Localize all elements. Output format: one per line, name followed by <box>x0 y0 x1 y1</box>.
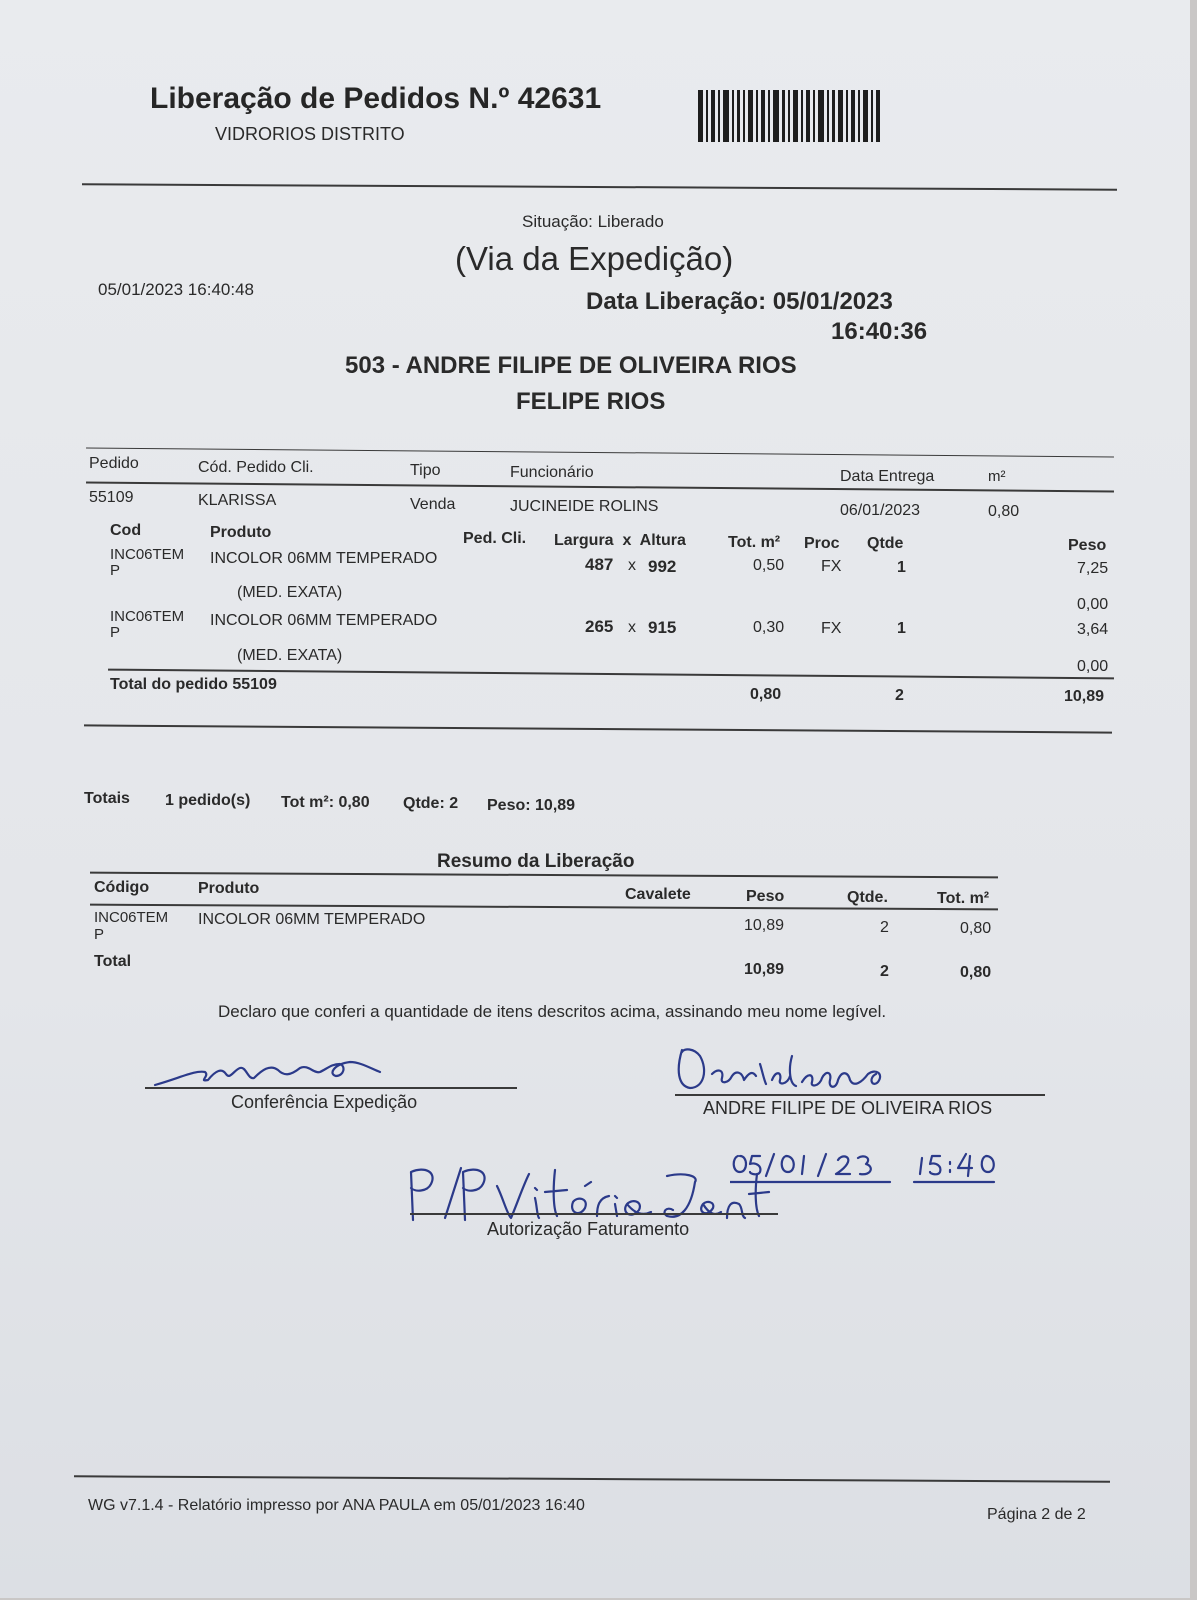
item-peso: 7,25 <box>1077 560 1109 577</box>
signature-autorizacao <box>405 1158 775 1228</box>
col-pedido: Pedido <box>89 455 139 472</box>
resumo-total-totm2: 0,80 <box>960 964 992 981</box>
items-col-qtde: Qtde <box>867 535 904 552</box>
items-col-pedcli: Ped. Cli. <box>463 530 527 547</box>
col-tipo: Tipo <box>410 462 441 479</box>
item-cod-cont: P <box>110 624 121 641</box>
company-name: VIDRORIOS DISTRITO <box>215 124 405 144</box>
resumo-row-codigo-cont: P <box>94 926 105 943</box>
cliente-label: ANDRE FILIPE DE OLIVEIRA RIOS <box>703 1098 993 1118</box>
order-table-top-rule <box>86 448 1114 458</box>
resumo-col-codigo: Código <box>94 879 150 896</box>
resumo-col-peso: Peso <box>746 888 785 905</box>
item-altura: 915 <box>648 618 677 637</box>
item-cod: INC06TEM <box>110 608 185 625</box>
resumo-row-qtde: 2 <box>880 919 889 936</box>
order-total-peso: 10,89 <box>1064 688 1105 705</box>
order-table-header-rule <box>86 482 1114 493</box>
resumo-total-peso: 10,89 <box>744 961 785 978</box>
items-col-proc: Proc <box>804 535 840 552</box>
col-data-entrega: Data Entrega <box>840 468 935 485</box>
resumo-row-codigo: INC06TEM <box>94 909 169 926</box>
items-col-produto: Produto <box>210 524 272 541</box>
item-cod-cont: P <box>110 562 121 579</box>
order-total-label: Total do pedido 55109 <box>110 676 277 693</box>
footer-page-number: Página 2 de 2 <box>987 1506 1086 1523</box>
item-qtde: 1 <box>897 620 906 637</box>
order-section-divider <box>84 724 1112 733</box>
resumo-col-cavalete: Cavalete <box>625 886 691 903</box>
signature-cliente <box>672 1040 912 1100</box>
items-col-dims: Largura x Altura <box>554 532 686 549</box>
item-obs: (MED. EXATA) <box>237 584 343 601</box>
order-total-qtde: 2 <box>895 687 904 704</box>
item-peso-extra: 0,00 <box>1077 596 1109 613</box>
item-produto: INCOLOR 06MM TEMPERADO <box>210 612 438 629</box>
item-x: x <box>628 557 636 574</box>
items-col-peso: Peso <box>1068 537 1107 554</box>
resumo-col-qtde: Qtde. <box>847 889 888 906</box>
cliente-line <box>675 1094 1045 1096</box>
data-liberacao: Data Liberação: 05/01/2023 <box>586 288 893 315</box>
barcode <box>698 90 882 142</box>
item-totm2: 0,30 <box>753 619 785 636</box>
data-liberacao-time: 16:40:36 <box>831 318 928 345</box>
item-x: x <box>628 619 636 636</box>
order-pedido: 55109 <box>89 489 134 506</box>
via-label: (Via da Expedição) <box>455 240 734 277</box>
col-funcionario: Funcionário <box>510 464 594 481</box>
resumo-row-produto: INCOLOR 06MM TEMPERADO <box>198 911 426 928</box>
totals-label: Totais <box>84 790 130 807</box>
order-data-entrega: 06/01/2023 <box>840 502 921 519</box>
item-altura: 992 <box>648 557 677 576</box>
item-largura: 487 <box>585 555 614 574</box>
order-tipo: Venda <box>410 496 456 513</box>
order-total-totm2: 0,80 <box>750 686 782 703</box>
conferencia-label: Conferência Expedição <box>231 1092 418 1112</box>
item-peso-extra: 0,00 <box>1077 658 1109 675</box>
totals-peso: Peso: 10,89 <box>487 797 576 814</box>
autorizacao-label: Autorização Faturamento <box>487 1219 690 1239</box>
items-col-cod: Cod <box>110 522 142 539</box>
conferencia-line <box>145 1087 517 1089</box>
item-largura: 265 <box>585 617 614 636</box>
totals-pedidos: 1 pedido(s) <box>165 792 251 809</box>
resumo-total-qtde: 2 <box>880 963 889 980</box>
header-divider <box>82 183 1117 190</box>
item-peso: 3,64 <box>1077 621 1109 638</box>
col-cod-pedido-cli: Cód. Pedido Cli. <box>198 459 314 476</box>
item-produto: INCOLOR 06MM TEMPERADO <box>210 550 438 567</box>
client-alias: FELIPE RIOS <box>516 388 666 415</box>
resumo-title: Resumo da Liberação <box>437 851 635 872</box>
item-proc: FX <box>821 558 842 575</box>
resumo-col-totm2: Tot. m² <box>937 890 990 907</box>
declaration-text: Declaro que conferi a quantidade de itens descritos acima, assinando meu nome legível. <box>218 1002 887 1021</box>
resumo-col-produto: Produto <box>198 880 260 897</box>
situacao-label: Situação: Liberado <box>522 212 664 231</box>
resumo-row-totm2: 0,80 <box>960 920 992 937</box>
print-timestamp: 05/01/2023 16:40:48 <box>98 280 254 299</box>
resumo-row-peso: 10,89 <box>744 917 785 934</box>
order-m2: 0,80 <box>988 503 1020 520</box>
item-obs: (MED. EXATA) <box>237 647 343 664</box>
totals-qtde: Qtde: 2 <box>403 795 459 812</box>
item-proc: FX <box>821 620 842 637</box>
order-cod-cli: KLARISSA <box>198 492 277 509</box>
client-name: 503 - ANDRE FILIPE DE OLIVEIRA RIOS <box>345 352 797 379</box>
col-m2: m² <box>988 468 1006 485</box>
item-cod: INC06TEM <box>110 546 185 563</box>
autorizacao-line <box>410 1213 778 1215</box>
footer-printed-by: WG v7.1.4 - Relatório impresso por ANA PAULA em 05/01/2023 16:40 <box>88 1497 585 1514</box>
order-funcionario: JUCINEIDE ROLINS <box>510 498 659 515</box>
report-title: Liberação de Pedidos N.º 42631 <box>150 82 602 115</box>
resumo-total-label: Total <box>94 953 132 970</box>
items-col-totm2: Tot. m² <box>728 534 781 551</box>
item-totm2: 0,50 <box>753 557 785 574</box>
footer-rule <box>74 1475 1110 1482</box>
item-qtde: 1 <box>897 559 906 576</box>
signature-conferencia <box>150 1050 390 1090</box>
totals-totm2: Tot m²: 0,80 <box>281 794 370 811</box>
